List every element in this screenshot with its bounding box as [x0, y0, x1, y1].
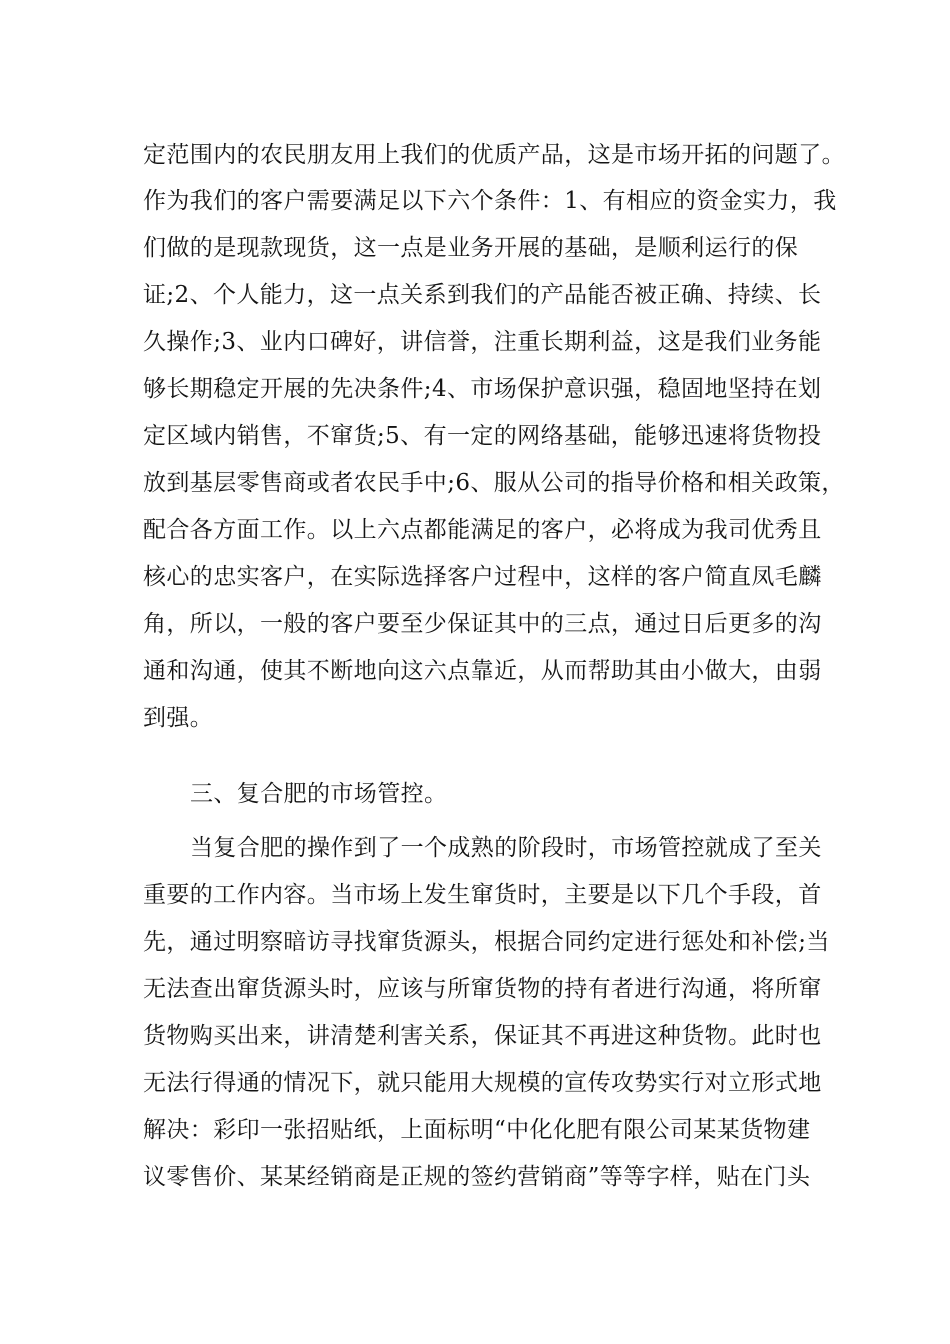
- paragraph-line: 角，所以，一般的客户要至少保证其中的三点，通过日后更多的沟: [143, 611, 822, 637]
- paragraph-line: 久操作;3、业内口碑好，讲信誉，注重长期利益，这是我们业务能: [143, 329, 822, 355]
- paragraph-line: 议零售价、某某经销商是正规的签约营销商”等等字样，贴在门头: [143, 1164, 811, 1190]
- paragraph-line: 定范围内的农民朋友用上我们的优质产品，这是市场开拓的问题了。: [143, 142, 845, 168]
- paragraph-line: 放到基层零售商或者农民手中;6、服从公司的指导价格和相关政策，: [143, 470, 845, 496]
- paragraph-line: 解决：彩印一张招贴纸，上面标明“中化化肥有限公司某某货物建: [143, 1117, 811, 1143]
- section-heading: 三、复合肥的市场管控。: [190, 781, 448, 807]
- paragraph-line: 配合各方面工作。以上六点都能满足的客户，必将成为我司优秀且: [143, 517, 822, 543]
- paragraph-line: 定区域内销售，不窜货;5、有一定的网络基础，能够迅速将货物投: [143, 423, 822, 449]
- paragraph-line: 到强。: [143, 705, 214, 731]
- paragraph-line: 当复合肥的操作到了一个成熟的阶段时，市场管控就成了至关: [190, 835, 822, 861]
- paragraph-line: 核心的忠实客户，在实际选择客户过程中，这样的客户简直凤毛麟: [143, 564, 822, 590]
- paragraph-line: 通和沟通，使其不断地向这六点靠近，从而帮助其由小做大，由弱: [143, 658, 822, 684]
- paragraph-line: 证;2、个人能力，这一点关系到我们的产品能否被正确、持续、长: [143, 282, 822, 308]
- paragraph-line: 无法查出窜货源头时，应该与所窜货物的持有者进行沟通，将所窜: [143, 976, 822, 1002]
- paragraph-line: 无法行得通的情况下，就只能用大规模的宣传攻势实行对立形式地: [143, 1070, 822, 1096]
- paragraph-line: 够长期稳定开展的先决条件;4、市场保护意识强，稳固地坚持在划: [143, 376, 822, 402]
- paragraph-line: 作为我们的客户需要满足以下六个条件：1、有相应的资金实力，我: [143, 188, 837, 214]
- paragraph-line: 重要的工作内容。当市场上发生窜货时，主要是以下几个手段，首: [143, 882, 822, 908]
- paragraph-line: 先，通过明察暗访寻找窜货源头，根据合同约定进行惩处和补偿;当: [143, 929, 830, 955]
- paragraph-line: 们做的是现款现货，这一点是业务开展的基础，是顺利运行的保: [143, 235, 799, 261]
- paragraph-line: 货物购买出来，讲清楚利害关系，保证其不再进这种货物。此时也: [143, 1023, 822, 1049]
